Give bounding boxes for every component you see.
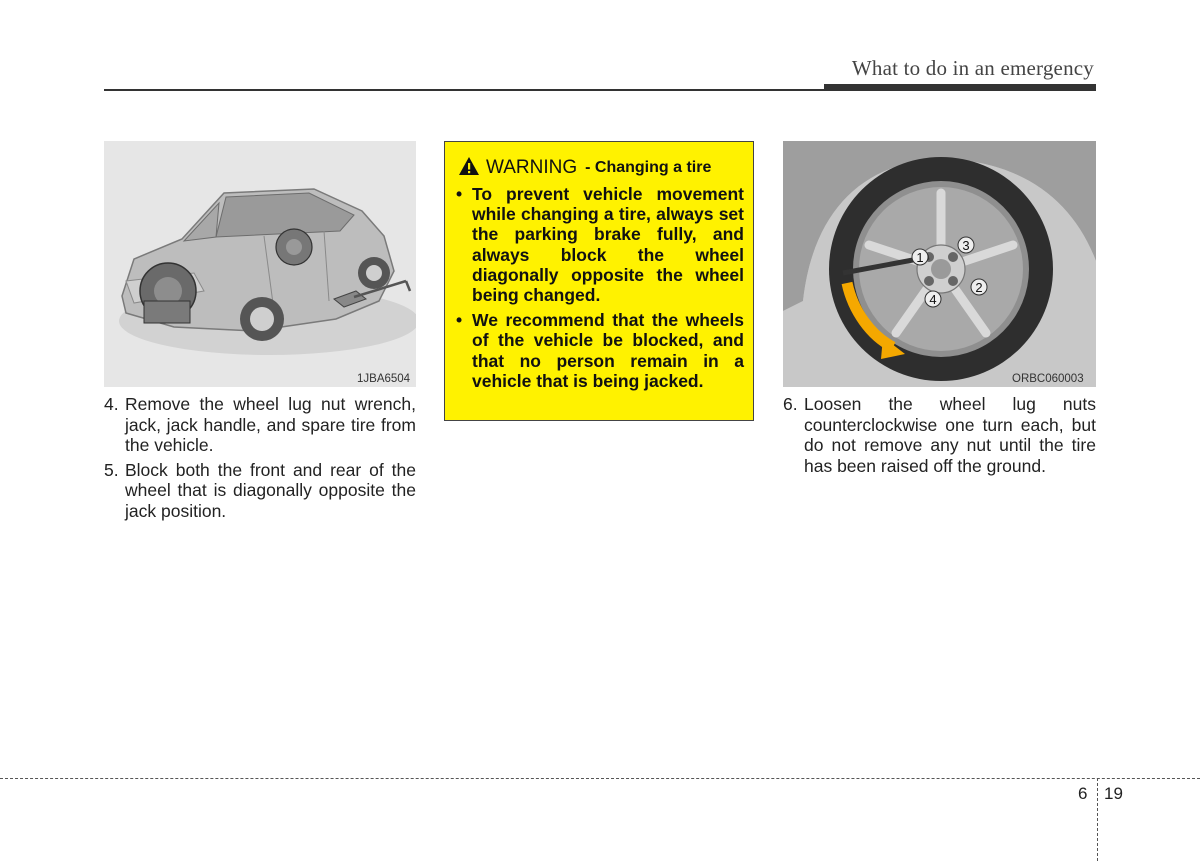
figure-code-left: 1JBA6504	[357, 373, 411, 385]
step-item	[104, 460, 416, 522]
step-number: 5.	[104, 459, 119, 480]
bullet-icon: •	[456, 184, 463, 204]
lug-label-4: 4	[929, 292, 937, 307]
figure-code-right: ORBC060003	[1012, 373, 1084, 385]
lug-label-2: 2	[975, 280, 983, 295]
warning-heading	[458, 154, 744, 182]
header-rule-accent	[824, 84, 1096, 91]
warning-triangle-icon	[458, 156, 480, 181]
wheel-lug-nut-illustration	[783, 141, 1096, 387]
step-text: Loosen the wheel lug nuts counterclockwise one turn each, but do not remove any nut until the tire has been raised off the ground.	[804, 394, 1096, 476]
warning-list	[454, 184, 744, 391]
warning-subtitle: - Changing a tire	[585, 159, 712, 176]
step-number: 6.	[783, 394, 798, 414]
footer-divider	[1097, 778, 1098, 861]
steps-right	[783, 394, 1096, 480]
car-jack-illustration	[104, 141, 416, 387]
warning-item-text: We recommend that the wheels of the vehicle be blocked, and that no person remain in a vehicle that is being jacked.	[472, 310, 744, 391]
step-text: Remove the wheel lug nut wrench, jack, jack handle, and spare tire from the vehicle.	[125, 394, 416, 455]
chapter-number: 6	[1078, 784, 1088, 803]
step-number: 4.	[104, 394, 119, 414]
warning-box	[444, 141, 754, 421]
warning-item-text: To prevent vehicle movement while changing a tire, always set the parking brake fully, and always block the wheel diagonally opposite the wheel being changed.	[472, 184, 744, 306]
warning-item	[454, 184, 744, 305]
footer-rule	[0, 778, 1200, 779]
page-section-title: What to do in an emergency	[851, 56, 1094, 80]
steps-left	[104, 394, 416, 525]
step-item	[783, 394, 1096, 476]
warning-word: WARNING	[486, 157, 578, 178]
lug-label-1: 1	[916, 250, 924, 265]
warning-item	[454, 310, 744, 391]
page-number: 19	[1104, 784, 1123, 803]
step-text: Block both the front and rear of the wheel that is diagonally opposite the jack position.	[125, 459, 416, 521]
bullet-icon: •	[456, 310, 463, 331]
step-item	[104, 394, 416, 456]
lug-label-3: 3	[962, 238, 970, 253]
